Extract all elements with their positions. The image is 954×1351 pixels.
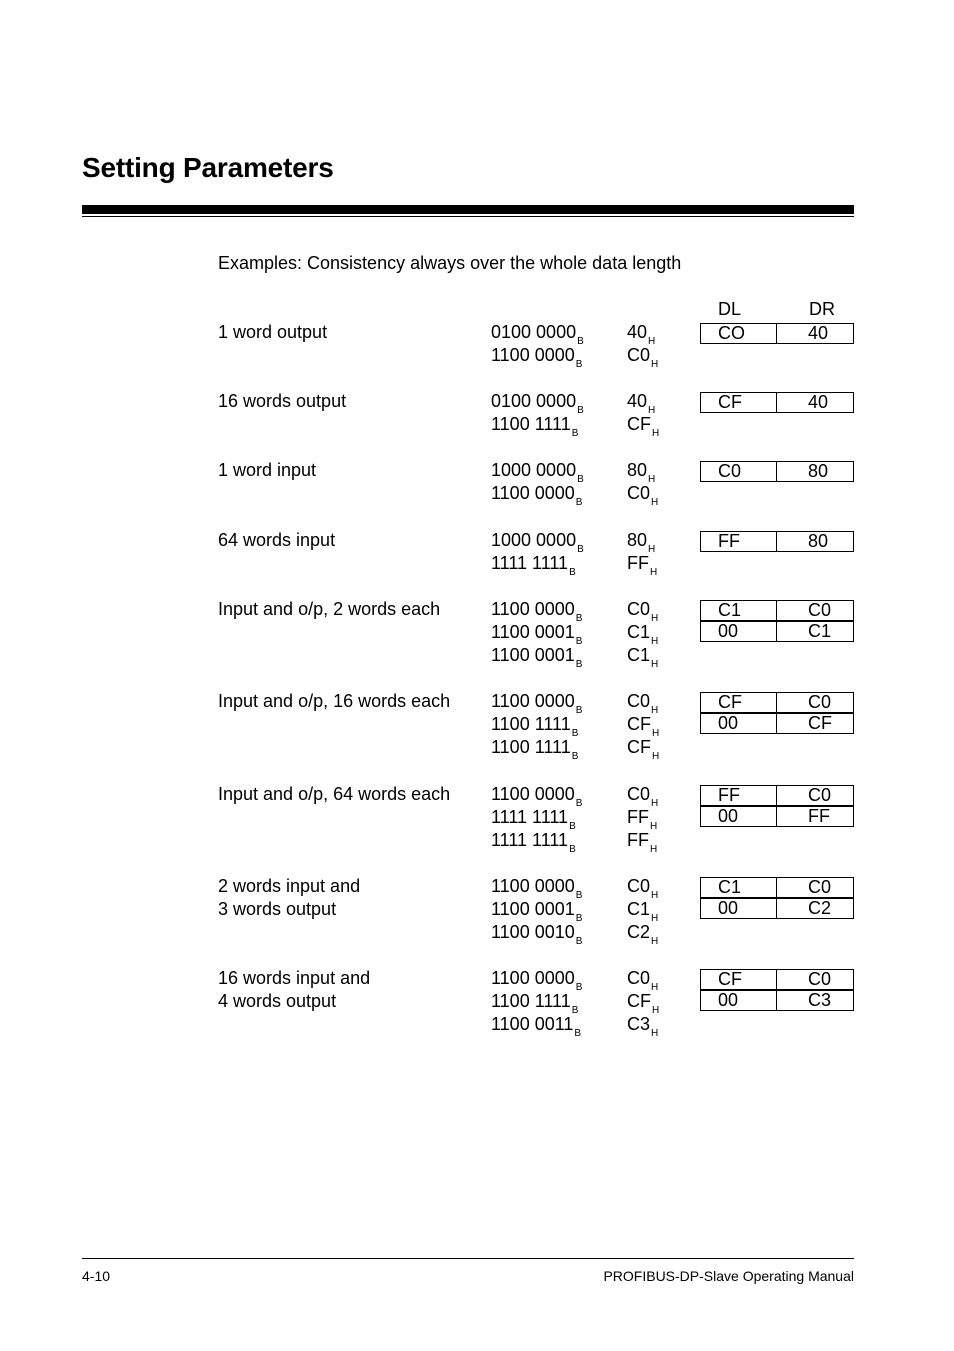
- binary-value: 1000 $0000_B$: [491, 460, 584, 485]
- hex-value: $CF_H$: [627, 414, 660, 439]
- hex-subscript: H: [651, 798, 659, 809]
- hex-subscript: H: [652, 1005, 660, 1016]
- dr-cell: C0: [808, 692, 832, 712]
- dl-dr-box: [700, 806, 854, 827]
- hex-value: $C0_H$: [627, 483, 659, 508]
- hex-value: $FF_H$: [627, 830, 658, 855]
- dl-dr-box: [700, 898, 854, 919]
- hex-value: $80_H$: [627, 460, 656, 485]
- binary-value: 1100 $1111_B$: [491, 414, 579, 439]
- dl-dr-box: [700, 877, 854, 898]
- hex-value: $CF_H$: [627, 737, 660, 762]
- binary-value: 1100 $1111_B$: [491, 737, 579, 762]
- binary-value: 1111 $1111_B$: [491, 830, 576, 855]
- footer-manual-title: PROFIBUS-DP-Slave Operating Manual: [603, 1268, 854, 1284]
- hex-subscript: H: [651, 982, 659, 993]
- hex-value: $C0_H$: [627, 691, 659, 716]
- example-label: 16 words input and: [218, 968, 371, 988]
- binary-subscript: B: [569, 844, 576, 855]
- dr-cell: C0: [808, 600, 832, 620]
- hex-value: $40_H$: [627, 322, 656, 347]
- hex-subscript: H: [651, 359, 659, 370]
- hex-subscript: H: [651, 890, 659, 901]
- dr-cell: 40: [808, 323, 829, 343]
- example-label: 2 words input and: [218, 876, 361, 896]
- hex-value: $C1_H$: [627, 622, 659, 647]
- hex-value: $C0_H$: [627, 876, 659, 901]
- dl-cell: 00: [701, 899, 777, 918]
- binary-subscript: B: [575, 705, 583, 716]
- binary-value: 1100 $0000_B$: [491, 876, 583, 901]
- hex-subscript: H: [648, 405, 656, 416]
- binary-value: 1100 $0000_B$: [491, 691, 583, 716]
- hex-subscript: H: [648, 544, 656, 555]
- hex-value: $C1_H$: [627, 899, 659, 924]
- binary-subscript: B: [575, 359, 583, 370]
- dr-cell: 40: [808, 392, 829, 412]
- hex-subscript: H: [651, 613, 659, 624]
- dr-cell: 80: [808, 531, 829, 551]
- footer-rule: [82, 1258, 854, 1259]
- dl-cell: CF: [701, 970, 777, 989]
- dl-cell: CO: [701, 324, 777, 343]
- dr-cell: CF: [808, 713, 832, 733]
- dl-cell: C1: [701, 878, 777, 897]
- binary-subscript: B: [577, 544, 584, 555]
- binary-subscript: B: [575, 636, 583, 647]
- binary-subscript: B: [575, 613, 583, 624]
- binary-subscript: B: [577, 474, 584, 485]
- hex-subscript: H: [650, 821, 658, 832]
- binary-value: 1100 $0000_B$: [491, 968, 583, 993]
- dl-dr-box: [700, 600, 854, 621]
- binary-value: 1100 $0010_B$: [491, 922, 583, 947]
- binary-subscript: B: [569, 821, 576, 832]
- binary-value: 1100 $0000_B$: [491, 784, 583, 809]
- binary-subscript: B: [575, 659, 583, 670]
- binary-subscript: B: [571, 1005, 579, 1016]
- column-header-dl: DL: [718, 299, 742, 319]
- dl-dr-box: [700, 692, 854, 713]
- binary-value: 1100 $0001_B$: [491, 645, 583, 670]
- hex-subscript: H: [651, 659, 659, 670]
- example-label: Input and o/p, 64 words each: [218, 784, 451, 804]
- binary-value: 1111 $1111_B$: [491, 807, 576, 832]
- dl-dr-box: [700, 990, 854, 1011]
- dl-dr-box: [700, 531, 854, 552]
- dl-cell: C0: [701, 462, 777, 481]
- example-label: 64 words input: [218, 530, 336, 550]
- hex-subscript: H: [648, 336, 656, 347]
- binary-subscript: B: [569, 567, 576, 578]
- binary-subscript: B: [575, 982, 583, 993]
- binary-subscript: B: [575, 798, 583, 809]
- hex-subscript: H: [651, 936, 659, 947]
- example-label: 3 words output: [218, 899, 337, 919]
- dl-dr-box: [700, 785, 854, 806]
- hex-value: $CF_H$: [627, 714, 660, 739]
- hex-value: $80_H$: [627, 530, 656, 555]
- binary-value: 1100 $0000_B$: [491, 599, 583, 624]
- dl-dr-box: [700, 969, 854, 990]
- hex-subscript: H: [652, 728, 660, 739]
- dl-dr-box: [700, 713, 854, 734]
- dl-cell: 00: [701, 807, 777, 826]
- binary-value: 1100 $0000_B$: [491, 345, 583, 370]
- hex-value: $C1_H$: [627, 645, 659, 670]
- hex-value: $C0_H$: [627, 784, 659, 809]
- dl-cell: FF: [701, 532, 777, 551]
- dl-cell: 00: [701, 622, 777, 641]
- dr-cell: FF: [808, 806, 830, 826]
- hex-subscript: H: [651, 913, 659, 924]
- dl-cell: CF: [701, 393, 777, 412]
- footer-page-number: 4-10: [82, 1268, 111, 1284]
- binary-value: 1100 $0000_B$: [491, 483, 583, 508]
- example-label: Input and o/p, 16 words each: [218, 691, 451, 711]
- hex-subscript: H: [652, 428, 660, 439]
- binary-value: 1111 $1111_B$: [491, 553, 576, 578]
- hex-subscript: H: [651, 705, 659, 716]
- hex-value: $C0_H$: [627, 599, 659, 624]
- dl-dr-box: [700, 621, 854, 642]
- dl-cell: CF: [701, 693, 777, 712]
- binary-subscript: B: [575, 936, 583, 947]
- example-label: Input and o/p, 2 words each: [218, 599, 441, 619]
- binary-subscript: B: [571, 728, 579, 739]
- binary-value: 1100 $0011_B$: [491, 1014, 582, 1039]
- intro-text: Examples: Consistency always over the whole data length: [218, 253, 682, 273]
- hex-value: $C0_H$: [627, 968, 659, 993]
- hex-subscript: H: [650, 844, 658, 855]
- hex-value: $FF_H$: [627, 553, 658, 578]
- example-label: 1 word input: [218, 460, 317, 480]
- hex-value: $40_H$: [627, 391, 656, 416]
- hex-value: $CF_H$: [627, 991, 660, 1016]
- binary-subscript: B: [574, 1028, 582, 1039]
- dl-dr-box: [700, 392, 854, 413]
- example-label: 1 word output: [218, 322, 328, 342]
- dr-cell: C1: [808, 621, 832, 641]
- example-label: 16 words output: [218, 391, 347, 411]
- page-title: Setting Parameters: [82, 152, 334, 183]
- hex-subscript: H: [651, 497, 659, 508]
- dl-dr-box: [700, 323, 854, 344]
- dr-cell: C0: [808, 877, 832, 897]
- binary-value: 1100 $0001_B$: [491, 899, 583, 924]
- dr-cell: C0: [808, 785, 832, 805]
- dl-cell: 00: [701, 991, 777, 1010]
- hex-subscript: H: [652, 751, 660, 762]
- dr-cell: C3: [808, 990, 832, 1010]
- binary-subscript: B: [577, 405, 584, 416]
- binary-value: 0100 $0000_B$: [491, 322, 584, 347]
- column-header-dr: DR: [809, 299, 835, 319]
- example-label: 4 words output: [218, 991, 337, 1011]
- hex-value: $C3_H$: [627, 1014, 659, 1039]
- dl-cell: 00: [701, 714, 777, 733]
- binary-subscript: B: [571, 428, 579, 439]
- binary-subscript: B: [575, 497, 583, 508]
- binary-subscript: B: [571, 751, 579, 762]
- dr-cell: C2: [808, 898, 832, 918]
- dl-dr-box: [700, 461, 854, 482]
- binary-value: 1000 $0000_B$: [491, 530, 584, 555]
- binary-value: 1100 $0001_B$: [491, 622, 583, 647]
- hex-subscript: H: [650, 567, 658, 578]
- hex-value: $C2_H$: [627, 922, 659, 947]
- hex-subscript: H: [651, 636, 659, 647]
- binary-subscript: B: [575, 913, 583, 924]
- dl-cell: FF: [701, 786, 777, 805]
- binary-value: 1100 $1111_B$: [491, 714, 579, 739]
- hex-value: $FF_H$: [627, 807, 658, 832]
- binary-value: 1100 $1111_B$: [491, 991, 579, 1016]
- dr-cell: 80: [808, 461, 829, 481]
- hex-subscript: H: [648, 474, 656, 485]
- binary-value: 0100 $0000_B$: [491, 391, 584, 416]
- hex-subscript: H: [651, 1028, 659, 1039]
- dr-cell: C0: [808, 969, 832, 989]
- hex-value: $C0_H$: [627, 345, 659, 370]
- binary-subscript: B: [577, 336, 584, 347]
- binary-subscript: B: [575, 890, 583, 901]
- dl-cell: C1: [701, 601, 777, 620]
